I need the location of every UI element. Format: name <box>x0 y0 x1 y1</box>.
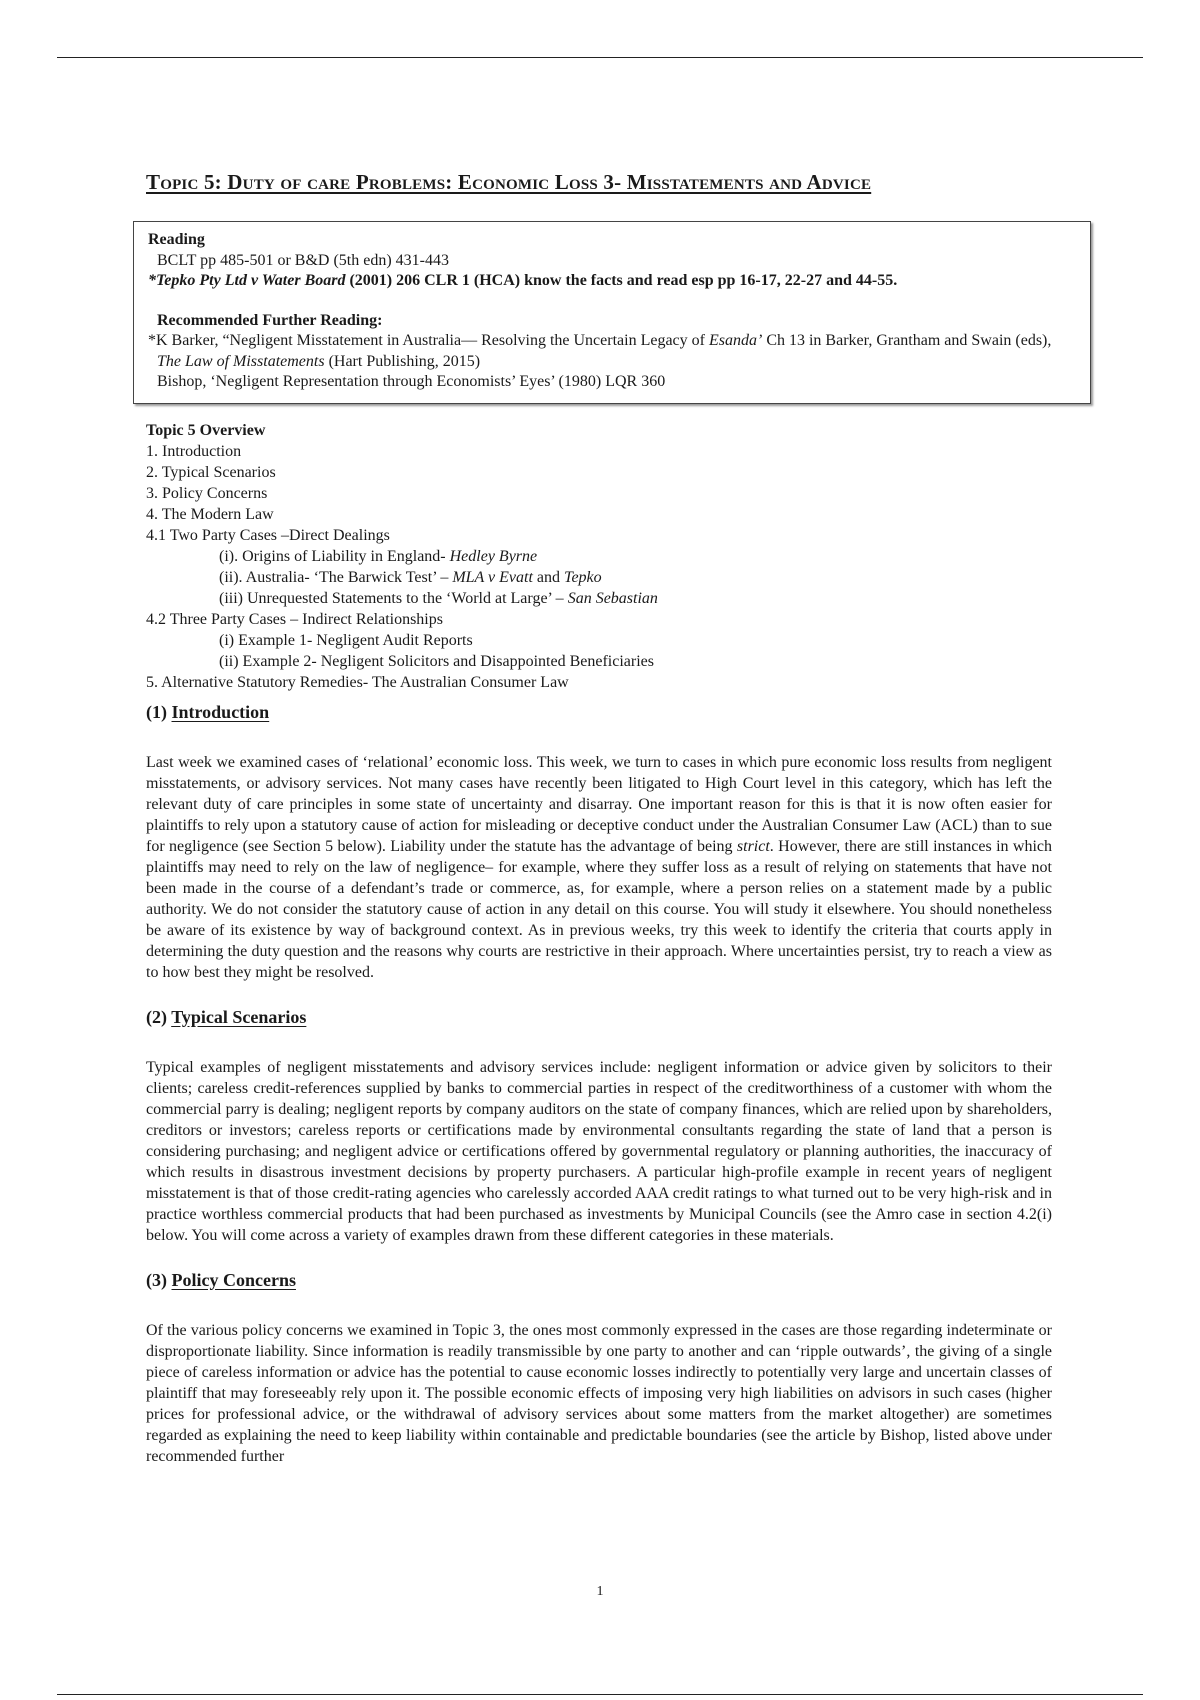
overview-item: 4.1 Two Party Cases –Direct Dealings <box>146 526 390 544</box>
overview-subitem: (iii) Unrequested Statements to the ‘World at Large’ – San Sebastian <box>219 589 658 607</box>
introduction-paragraph: Last week we examined cases of ‘relational’ economic loss. This week, we turn to cases in which pure economic loss results from negligent misstatements, or advisory services. Not many cases have recently been litigated to High Court level in this category, which has left the relevant duty of care principles in some state of uncertainty and disarray. One important reason for this is that it is now often easier for plaintiffs to rely upon a statutory cause of action for misleading or deceptive conduct under the Australian Consumer Law (ACL) than to sue for negligence (see Section 5 below). Liability under the statute has the advantage of being strict. However, there are still instances in which plaintiffs may need to rely on the law of negligence– for example, where they suffer loss as a result of relying on statements that have not been made in the course of a defendant’s trade or commerce, as, for example, where a person relies on a statement made by a public authority. We do not consider the statutory cause of action in any detail on this course. You will study it elsewhere. You should nonetheless be aware of its existence by way of background context. As in previous weeks, try this week to identify the criteria that courts apply in determining the duty question and the reasons why courts are restrictive in their approach. Where uncertainties persist, try to reach a view as to how best they might be resolved. <box>146 753 1052 981</box>
overview-item: 1. Introduction <box>146 442 242 460</box>
further-reading-bishop: Bishop, ‘Negligent Representation through Economists’ Eyes’ (1980) LQR 360 <box>157 373 666 390</box>
overview-subitem: (i) Example 1- Negligent Audit Reports <box>219 631 473 649</box>
overview-subitem: (i). Origins of Liability in England- Hedley Byrne <box>219 547 538 565</box>
reading-line-tepko <box>148 271 1076 292</box>
overview-subitem: (ii). Australia- ‘The Barwick Test’ – MLA v Evatt and Tepko <box>219 568 602 586</box>
overview-subitem: (ii) Example 2- Negligent Solicitors and Disappointed Beneficiaries <box>219 652 654 670</box>
overview-heading: Topic 5 Overview <box>146 421 266 439</box>
section-heading-introduction: (1) Introduction <box>146 701 270 722</box>
header-rule <box>57 57 1143 58</box>
reading-heading: Reading <box>148 231 205 248</box>
page-title: Topic 5: Duty of care Problems: Economic Loss 3- Misstatements and Advice <box>146 170 872 194</box>
topic-overview <box>146 420 1052 693</box>
overview-item: 2. Typical Scenarios <box>146 463 276 481</box>
further-reading-barker: *K Barker, “Negligent Misstatement in Australia— Resolving the Uncertain Legacy of Esanda’ Ch 13 in Barker, Grantham and Swain (eds), The Law of Misstatements (Hart Publishing, 2015) <box>148 332 1052 370</box>
tepko-citation: (2001) 206 CLR 1 (HCA) know the facts and read esp pp 16-17, 22-27 and 44-55. <box>345 272 898 289</box>
reading-box <box>133 221 1091 404</box>
section-heading-typical-scenarios: (2) Typical Scenarios <box>146 1006 307 1027</box>
reading-line-textbook: BCLT pp 485-501 or B&D (5th edn) 431-443 <box>157 251 449 269</box>
typical-scenarios-paragraph: Typical examples of negligent misstatements and advisory services include: negligent information or advice given by solicitors to their clients; careless credit-references supplied by banks to commercial parties in respect of the creditworthiness of a customer with whom the commercial parry is dealing; negligent reports by company auditors on the state of company finances, which are relied upon by shareholders, creditors or investors; careless reports or certifications made by environmental consultants regarding the state of land that a person is considering purchasing; and negligent advice or certifications offered by governmental regulatory or planning authorities, the inaccuracy of which results in disastrous investment decisions by property purchasers. A particular high-profile example in recent years of negligent misstatement is that of those credit-rating agencies who carelessly accorded AAA credit ratings to what turned out to be very high-risk and in practice worthless commercial products that had been purchased as investments by Municipal Councils (see the Amro case in section 4.2(i) below. You will come across a variety of examples drawn from these different categories in these materials. <box>146 1058 1052 1244</box>
section-heading-policy-concerns: (3) Policy Concerns <box>146 1269 296 1290</box>
overview-item: 4.2 Three Party Cases – Indirect Relationships <box>146 610 443 628</box>
tepko-case-name: *Tepko Pty Ltd v Water Board <box>148 272 346 289</box>
footer-rule <box>57 1694 1143 1695</box>
page-number: 1 <box>596 1584 604 1599</box>
document-page <box>146 170 1052 1467</box>
overview-item: 4. The Modern Law <box>146 505 274 523</box>
further-reading-heading: Recommended Further Reading: <box>157 311 383 329</box>
overview-item: 5. Alternative Statutory Remedies- The Australian Consumer Law <box>146 673 569 691</box>
overview-item: 3. Policy Concerns <box>146 484 268 502</box>
policy-concerns-paragraph: Of the various policy concerns we examined in Topic 3, the ones most commonly expressed in the cases are those regarding indeterminate or disproportionate liability. Since information is readily transmissible by one party to another and can ‘ripple outwards’, the giving of a single piece of careless information or advice has the potential to cause economic losses indirectly to potentially very large and uncertain classes of plaintiff that may foreseeably rely upon it. The possible economic effects of imposing very high liabilities on advisors in such cases (higher prices for professional advice, or the withdrawal of advisory services about some matters from the market altogether) are sometimes regarded as explaining the need to keep liability within containable and predictable boundaries (see the article by Bishop, listed above under recommended further <box>146 1321 1052 1465</box>
